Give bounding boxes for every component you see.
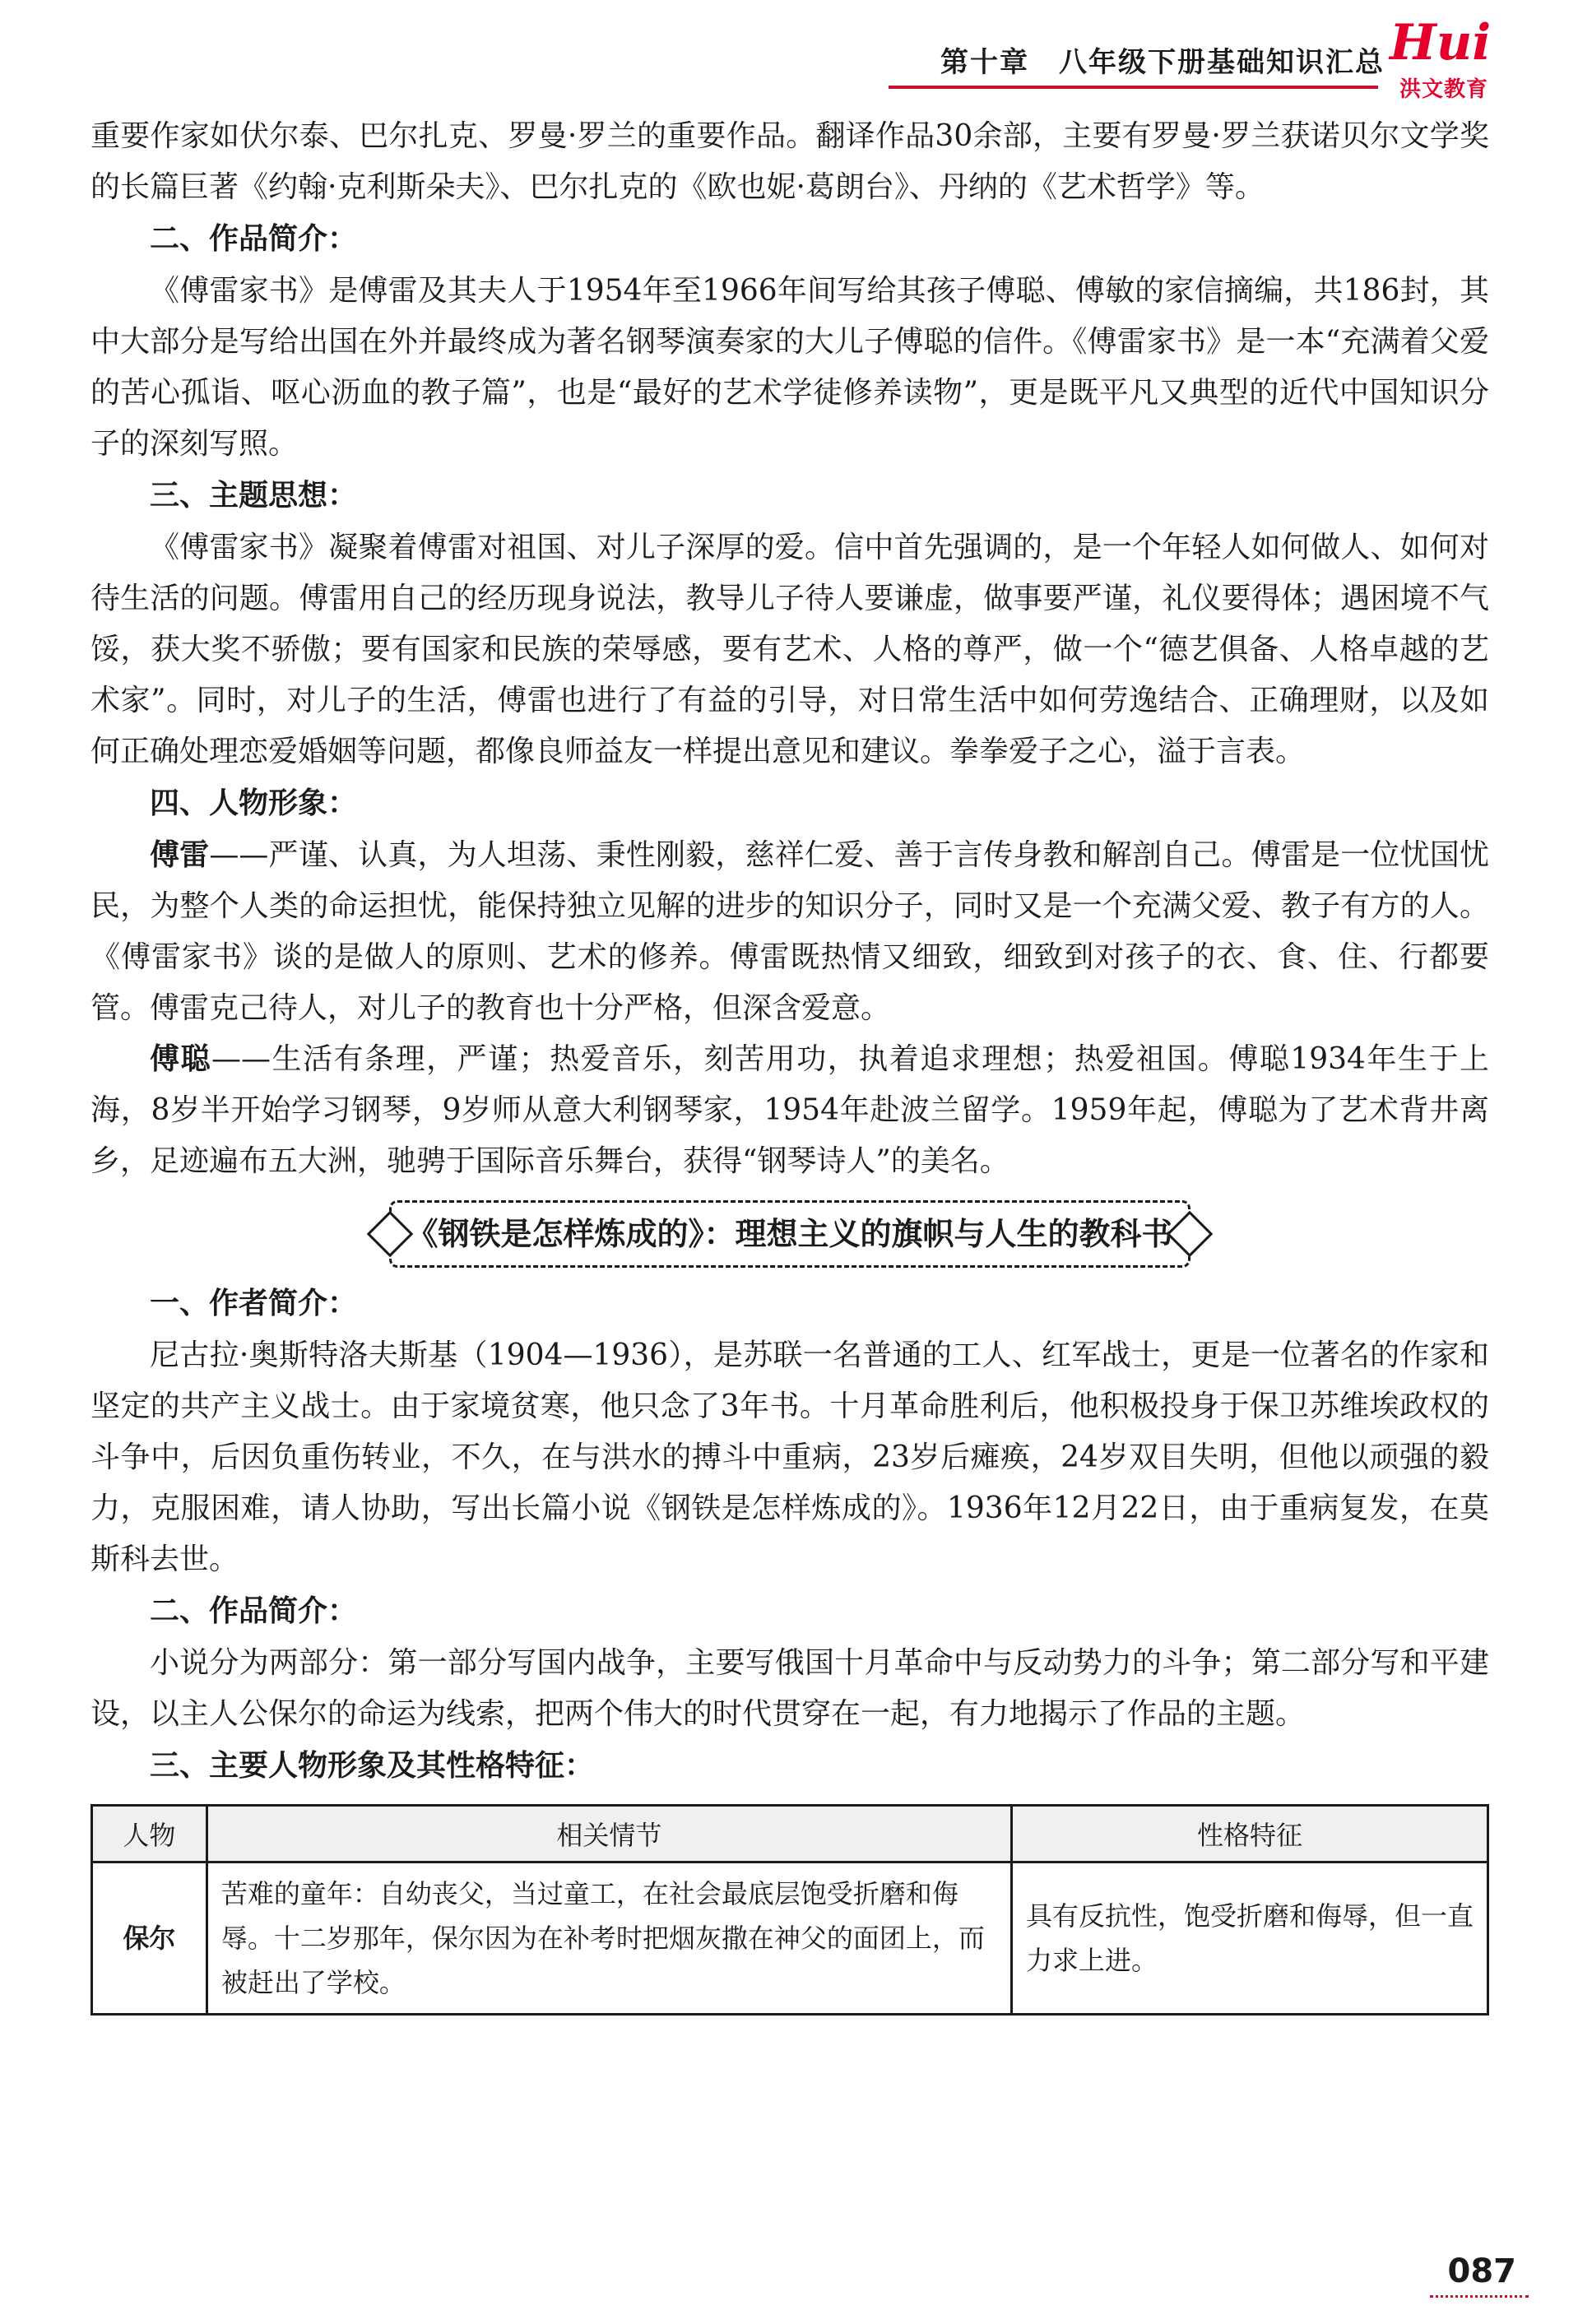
page-number-underline	[1430, 2295, 1529, 2298]
cell-character-name: 保尔	[92, 1862, 207, 2015]
character-table	[91, 1804, 1489, 2016]
column-header-character: 人物	[92, 1806, 207, 1862]
table-row	[92, 1862, 1488, 2015]
section-heading-work-2: 二、作品简介：	[150, 1594, 358, 1628]
section-heading-theme: 三、主题思想：	[150, 479, 358, 513]
work-intro-paragraph: 《傅雷家书》是傅雷及其夫人于1954年至1966年间写给其孩子傅聪、傅敏的家信摘编，共186封，其中大部分是写给出国在外并最终成为著名钢琴演奏家的大儿子傅聪的信件。《傅雷家书》是一本“充满着父爱的苦心孤诣、呕心沥血的教子篇”，也是“最好的艺术学徒修养读物”，更是既平凡又典型的近代中国知识分子的深刻写照。	[91, 274, 1489, 461]
logo-mark: Hui	[1390, 14, 1492, 72]
author-intro-paragraph: 尼古拉·奥斯特洛夫斯基（1904—1936），是苏联一名普通的工人、红军战士，更是一位著名的作家和坚定的共产主义战士。由于家境贫寒，他只念了3年书。十月革命胜利后，他积极投身于保卫苏维埃政权的斗争中，后因负重伤转业，不久，在与洪水的搏斗中重病，23岁后瘫痪，24岁双目失明，但他以顽强的毅力，克服困难，请人协助，写出长篇小说《钢铁是怎样炼成的》。1936年12月22日，由于重病复发，在莫斯科去世。	[91, 1338, 1489, 1576]
cell-traits: 具有反抗性，饱受折磨和侮辱，但一直力求上进。	[1012, 1862, 1488, 2015]
section-heading-main-characters: 三、主要人物形象及其性格特征：	[150, 1749, 595, 1783]
publisher-logo	[1385, 14, 1500, 102]
section-heading-characters: 四、人物形象：	[150, 786, 358, 820]
section-heading-author: 一、作者简介：	[150, 1287, 358, 1320]
character-desc-fucong: ——生活有条理，严谨；热爱音乐，刻苦用功，执着追求理想；热爱祖国。傅聪1934年生于上海，8岁半开始学习钢琴，9岁师从意大利钢琴家，1954年赴波兰留学。1959年起，傅聪为了艺术背井离乡，足迹遍布五大洲，驰骋于国际音乐舞台，获得“钢琴诗人”的美名。	[91, 1042, 1489, 1178]
theme-paragraph: 《傅雷家书》凝聚着傅雷对祖国、对儿子深厚的爱。信中首先强调的，是一个年轻人如何做人、如何对待生活的问题。傅雷用自己的经历现身说法，教导儿子待人要谦虚，做事要严谨，礼仪要得体；遇困境不气馁，获大奖不骄傲；要有国家和民族的荣辱感，要有艺术、人格的尊严，做一个“德艺俱备、人格卓越的艺术家”。同时，对儿子的生活，傅雷也进行了有益的引导，对日常生活中如何劳逸结合、正确理财，以及如何正确处理恋爱婚姻等问题，都像良师益友一样提出意见和建议。拳拳爱子之心，溢于言表。	[91, 531, 1489, 768]
page-content	[91, 111, 1489, 2016]
column-header-plot: 相关情节	[207, 1806, 1011, 1862]
book-banner-wrapper	[91, 1200, 1489, 1268]
character-desc-fulei: ——严谨、认真，为人坦荡、秉性刚毅，慈祥仁爱、善于言传身教和解剖自己。傅雷是一位忧国忧民，为整个人类的命运担忧，能保持独立见解的进步的知识分子，同时又是一个充满父爱、教子有方的人。《傅雷家书》谈的是做人的原则、艺术的修养。傅雷既热情又细致，细致到对孩子的衣、食、住、行都要管。傅雷克己待人，对儿子的教育也十分严格，但深含爱意。	[91, 838, 1489, 1025]
character-name-fucong: 傅聪	[150, 1042, 212, 1076]
book-title-banner: 《钢铁是怎样炼成的》：理想主义的旗帜与人生的教科书	[389, 1200, 1190, 1268]
column-header-traits: 性格特征	[1012, 1806, 1488, 1862]
header-rule	[889, 86, 1378, 89]
section-heading-work: 二、作品简介：	[150, 222, 358, 256]
author-intro-continued: 重要作家如伏尔泰、巴尔扎克、罗曼·罗兰的重要作品。翻译作品30余部，主要有罗曼·罗兰获诺贝尔文学奖的长篇巨著《约翰·克利斯朵夫》、巴尔扎克的《欧也妮·葛朗台》、丹纳的《艺术哲学》等。	[91, 119, 1489, 204]
chapter-title: 第十章 八年级下册基础知识汇总	[940, 46, 1385, 79]
table-header-row	[92, 1806, 1488, 1862]
work-intro-paragraph-2: 小说分为两部分：第一部分写国内战争，主要写俄国十月革命中与反动势力的斗争；第二部分写和平建设，以主人公保尔的命运为线索，把两个伟大的时代贯穿在一起，有力地揭示了作品的主题。	[91, 1646, 1489, 1731]
character-fulei-paragraph	[91, 830, 1489, 1034]
page-number: 087	[1447, 2252, 1516, 2290]
logo-text: 洪文教育	[1399, 77, 1489, 102]
cell-plot: 苦难的童年：自幼丧父，当过童工，在社会最底层饱受折磨和侮辱。十二岁那年，保尔因为在补考时把烟灰撒在神父的面团上，而被赶出了学校。	[207, 1862, 1011, 2015]
page-header	[0, 0, 1578, 102]
character-name-fulei: 傅雷	[150, 838, 210, 872]
character-fucong-paragraph	[91, 1034, 1489, 1187]
